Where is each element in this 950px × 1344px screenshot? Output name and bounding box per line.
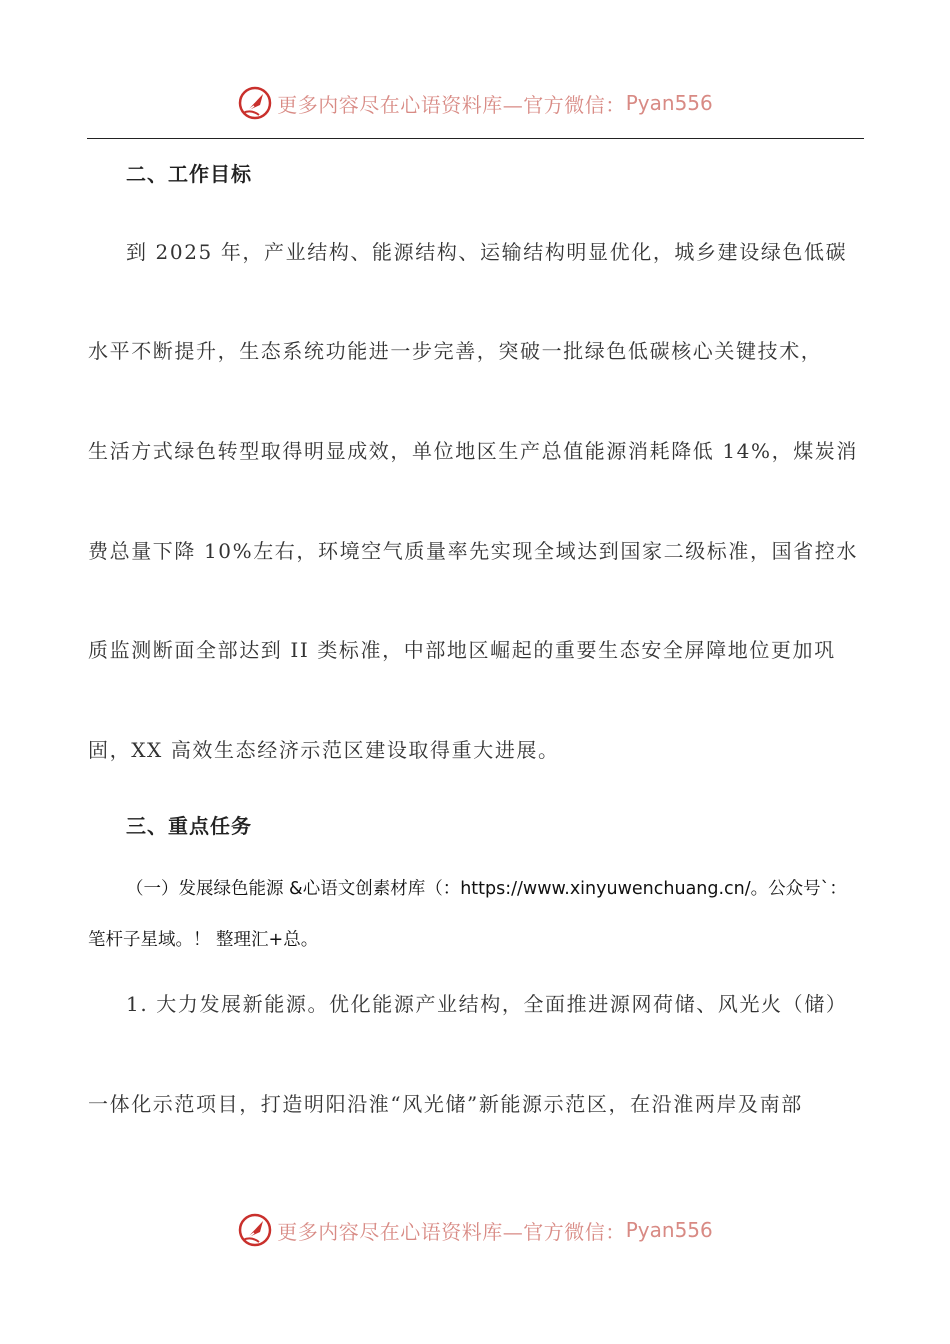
footer-banner [0,1208,950,1252]
banner-text: 更多内容尽在心语资料库—官方微信： [277,92,626,117]
banner-wechat-id: Pyan556 [625,91,713,115]
paragraph-line: 固，XX 高效生态经济示范区建设取得重大进展。 [88,738,560,762]
banner-text: 更多内容尽在心语资料库—官方微信： [277,1219,626,1244]
item-line: 一体化示范项目，打造明阳沿淮“风光储”新能源示范区，在沿淮两岸及南部 [88,1092,803,1116]
paragraph-line: 费总量下降 10%左右，环境空气质量率先实现全域达到国家二级标准，国省控水 [88,539,859,563]
subsection-line: （一）发展绿色能源 &心语文创素材库（：https://www.xinyuwenchuang.cn/。公众号`： [126,879,847,899]
header-divider [87,138,864,139]
banner-wechat-id: Pyan556 [625,1218,713,1242]
quill-pen-logo-icon [237,1212,273,1248]
item-line: 1. 大力发展新能源。优化能源产业结构，全面推进源网荷储、风光火（储） [126,992,848,1016]
section-heading-goals: 二、工作目标 [126,162,252,186]
section-heading-tasks: 三、重点任务 [126,814,252,838]
paragraph-line: 水平不断提升，生态系统功能进一步完善，突破一批绿色低碳核心关键技术， [88,339,823,363]
paragraph-line: 质监测断面全部达到 II 类标准，中部地区崛起的重要生态安全屏障地位更加巩 [88,638,836,662]
paragraph-line: 到 2025 年，产业结构、能源结构、运输结构明显优化，城乡建设绿色低碳 [126,240,848,264]
paragraph-line: 生活方式绿色转型取得明显成效，单位地区生产总值能源消耗降低 14%，煤炭消 [88,439,859,463]
subsection-line: 笔杆子星域。！ 整理汇+总。 [88,930,319,950]
header-banner [0,81,950,125]
quill-pen-logo-icon [237,85,273,121]
